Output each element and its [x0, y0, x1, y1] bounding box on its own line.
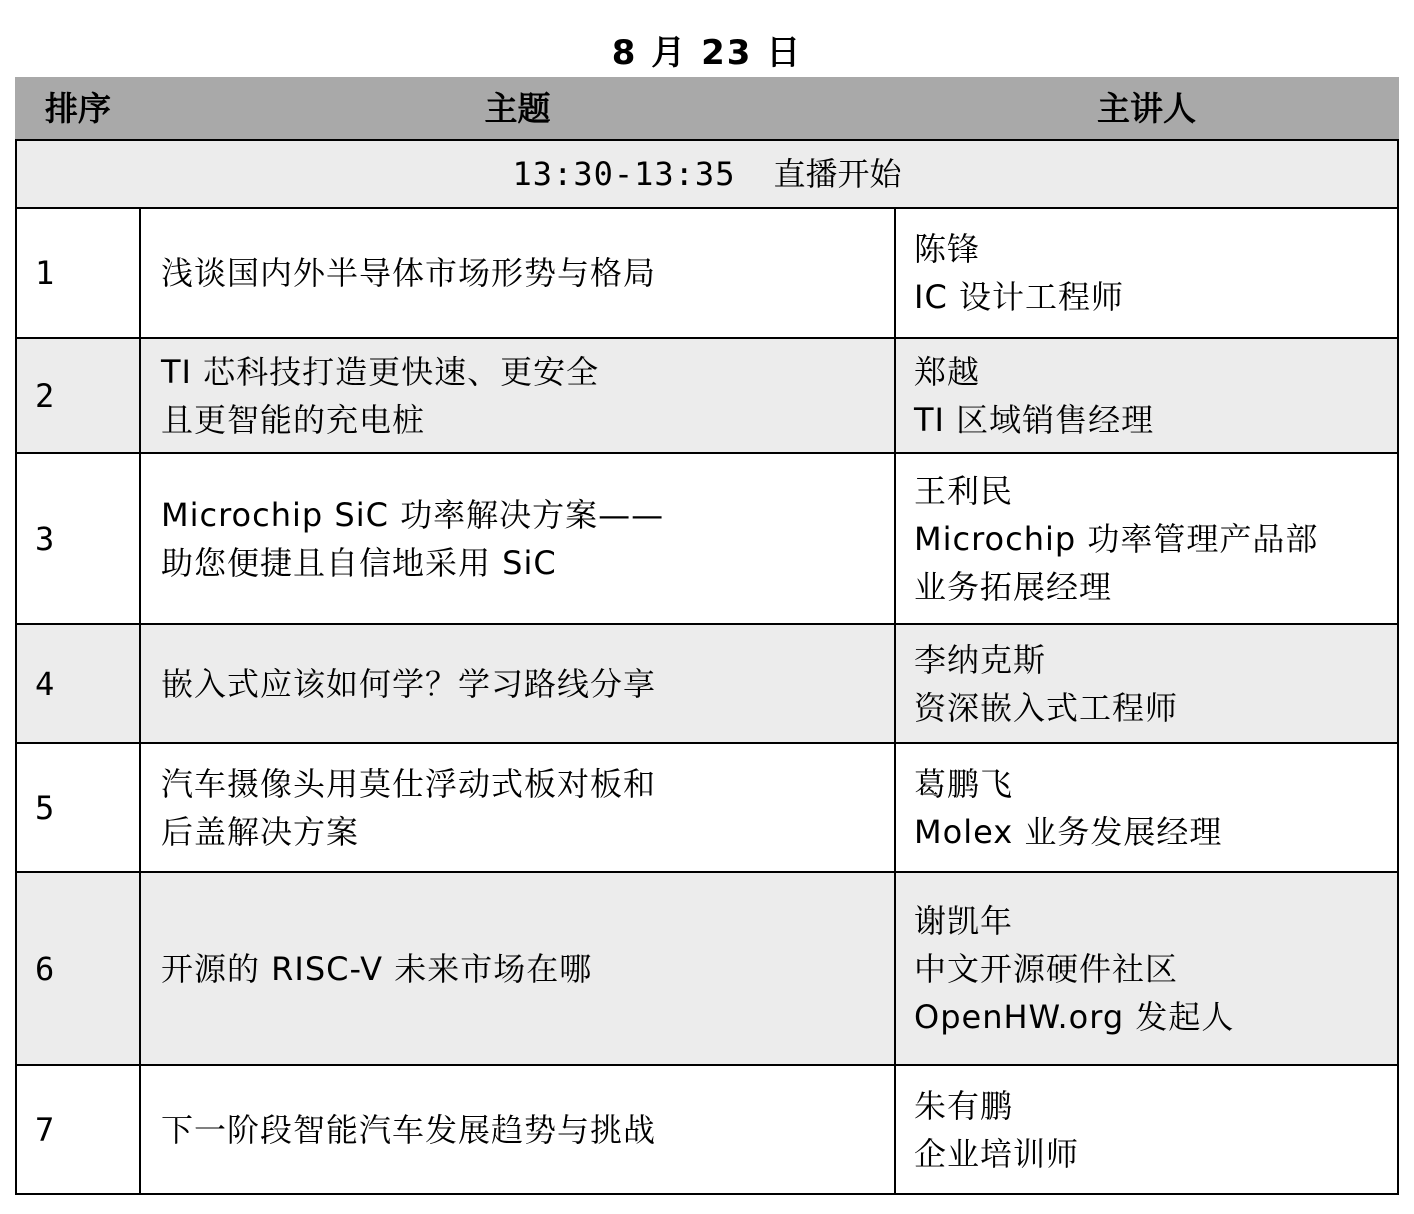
- topic-cell: [140, 743, 895, 872]
- topic-line: 嵌入式应该如何学？学习路线分享: [161, 664, 657, 703]
- speaker-title: Molex 业务发展经理: [914, 812, 1223, 851]
- speaker-name: 李纳克斯: [914, 640, 1047, 679]
- speaker-title: Microchip 功率管理产品部: [914, 519, 1319, 558]
- topic-cell: [140, 872, 895, 1065]
- topic-line: 且更智能的充电桩: [161, 400, 426, 439]
- speaker-cell: [895, 1065, 1398, 1194]
- speaker-title: 业务拓展经理: [914, 567, 1113, 606]
- speaker-title: 资深嵌入式工程师: [914, 688, 1179, 727]
- speaker-cell: [895, 338, 1398, 453]
- speaker-cell: [895, 872, 1398, 1065]
- table-row: [16, 208, 1398, 338]
- table-row: [16, 743, 1398, 872]
- speaker-name: 王利民: [914, 471, 1014, 510]
- speaker-name: 谢凯年: [914, 901, 1014, 940]
- topic-cell: [140, 208, 895, 338]
- topic-line: 汽车摄像头用莫仕浮动式板对板和: [161, 764, 657, 803]
- table-row: [16, 1065, 1398, 1194]
- speaker-cell: [895, 743, 1398, 872]
- speaker-title: TI 区域销售经理: [914, 400, 1155, 439]
- topic-line: 助您便捷且自信地采用 SiC: [161, 543, 557, 582]
- topic-line: 浅谈国内外半导体市场形势与格局: [161, 254, 657, 292]
- page-title: 8 月 23 日: [611, 33, 803, 73]
- table-header-row: [16, 78, 1398, 140]
- speaker-cell: [895, 624, 1398, 743]
- row-number: 7: [16, 1065, 140, 1194]
- speaker-title: OpenHW.org 发起人: [914, 997, 1235, 1036]
- speaker-title: IC 设计工程师: [914, 278, 1124, 316]
- row-number: 2: [16, 338, 140, 453]
- agenda-table: [15, 77, 1399, 1195]
- opening-row: [16, 140, 1398, 208]
- topic-cell: [140, 624, 895, 743]
- row-number: 3: [16, 453, 140, 624]
- topic-line: Microchip SiC 功率解决方案——: [161, 495, 665, 534]
- topic-cell: [140, 338, 895, 453]
- row-number: 1: [16, 208, 140, 338]
- opening-cell: [16, 140, 1398, 208]
- row-number: 6: [16, 872, 140, 1065]
- speaker-title: 企业培训师: [914, 1134, 1080, 1173]
- speaker-cell: [895, 453, 1398, 624]
- speaker-title: 中文开源硬件社区: [914, 949, 1179, 988]
- opening-label: 直播开始: [773, 155, 902, 193]
- speaker-cell: [895, 208, 1398, 338]
- header-topic: 主题: [140, 78, 895, 140]
- header-order: 排序: [16, 78, 140, 140]
- topic-line: TI 芯科技打造更快速、更安全: [161, 352, 600, 391]
- topic-line: 开源的 RISC-V 未来市场在哪: [161, 949, 593, 988]
- table-row: [16, 338, 1398, 453]
- topic-line: 下一阶段智能汽车发展趋势与挑战: [161, 1110, 657, 1149]
- table-row: [16, 872, 1398, 1065]
- table-row: [16, 624, 1398, 743]
- speaker-name: 郑越: [914, 352, 981, 391]
- speaker-name: 葛鹏飞: [914, 764, 1014, 803]
- speaker-name: 陈锋: [914, 230, 981, 268]
- speaker-name: 朱有鹏: [914, 1086, 1014, 1125]
- table-row: [16, 453, 1398, 624]
- topic-cell: [140, 453, 895, 624]
- row-number: 4: [16, 624, 140, 743]
- header-speaker: 主讲人: [895, 78, 1398, 140]
- opening-time: 13:30-13:35: [512, 155, 736, 193]
- topic-cell: [140, 1065, 895, 1194]
- row-number: 5: [16, 743, 140, 872]
- topic-line: 后盖解决方案: [161, 812, 360, 851]
